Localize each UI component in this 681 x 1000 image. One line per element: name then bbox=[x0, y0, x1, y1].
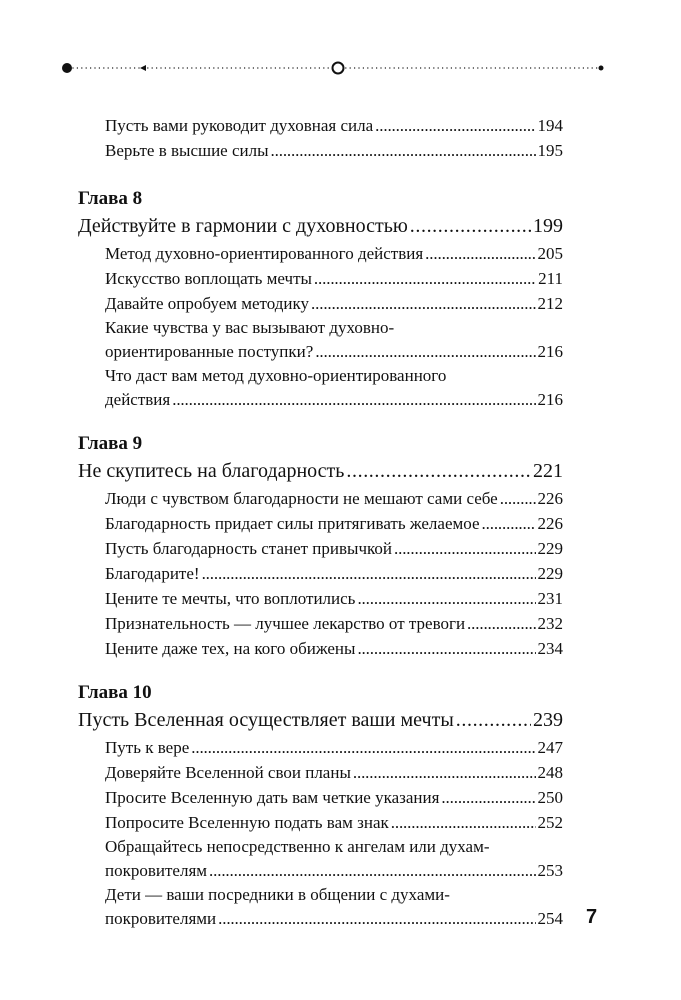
entry-page: 195 bbox=[537, 141, 563, 160]
entry-page: 253 bbox=[537, 861, 563, 880]
chapter-page: 221 bbox=[533, 460, 563, 482]
entry-page: 216 bbox=[537, 342, 563, 361]
toc-entry-multiline bbox=[78, 883, 563, 931]
entry-title-line2 bbox=[105, 907, 563, 931]
toc-entry bbox=[78, 735, 563, 760]
entry-title: покровителям bbox=[105, 861, 208, 880]
entry-page: 229 bbox=[537, 564, 563, 583]
chapter-title-row bbox=[78, 706, 563, 735]
leader-dots bbox=[209, 859, 535, 883]
entry-page: 248 bbox=[537, 763, 563, 782]
toc-entry bbox=[78, 810, 563, 835]
toc-entry bbox=[78, 266, 563, 291]
entry-page: 231 bbox=[537, 589, 563, 608]
entry-page: 252 bbox=[537, 813, 563, 832]
entry-page: 232 bbox=[537, 614, 563, 633]
table-of-contents bbox=[78, 113, 563, 931]
entry-page: 234 bbox=[537, 639, 563, 658]
entry-page: 229 bbox=[537, 539, 563, 558]
toc-entry bbox=[78, 291, 563, 316]
entry-title-line2 bbox=[105, 388, 563, 412]
entry-title-line1: Обращайтесь непосредственно к ангелам или духам- bbox=[105, 837, 490, 856]
leader-dots bbox=[314, 266, 536, 291]
leader-dots bbox=[315, 340, 535, 364]
entry-page: 194 bbox=[537, 116, 563, 135]
center-ring-icon bbox=[333, 63, 344, 74]
entry-title: Пусть благодарность станет привычкой bbox=[105, 539, 392, 558]
toc-entry bbox=[78, 636, 563, 661]
entry-title-line1: Какие чувства у вас вызывают духовно- bbox=[105, 318, 395, 337]
right-dot-icon bbox=[599, 66, 604, 71]
toc-entry bbox=[78, 561, 563, 586]
entry-title: Благодарность придает силы притягивать желаемое bbox=[105, 514, 480, 533]
entry-title: Путь к вере bbox=[105, 738, 190, 757]
leader-dots bbox=[357, 586, 535, 611]
entry-page: 216 bbox=[537, 390, 563, 409]
entry-title: покровителями bbox=[105, 909, 217, 928]
toc-entry bbox=[78, 138, 563, 163]
entry-title: Просите Вселенную дать вам четкие указания bbox=[105, 788, 440, 807]
entry-page: 226 bbox=[537, 489, 563, 508]
chapter-title: Действуйте в гармонии с духовностью bbox=[78, 215, 408, 237]
leader-dots bbox=[482, 511, 536, 536]
entry-page: 226 bbox=[537, 514, 563, 533]
entry-title: Пусть вами руководит духовная сила bbox=[105, 116, 374, 135]
entry-page: 212 bbox=[537, 294, 563, 313]
toc-entry bbox=[78, 241, 563, 266]
entry-title: Искусство воплощать мечты bbox=[105, 269, 312, 288]
leader-dots bbox=[311, 291, 535, 316]
toc-entry bbox=[78, 536, 563, 561]
entry-title: Верьте в высшие силы bbox=[105, 141, 269, 160]
toc-entry bbox=[78, 486, 563, 511]
entry-title: ориентированные поступки? bbox=[105, 342, 314, 361]
chapter-title-row bbox=[78, 212, 563, 241]
entry-page: 211 bbox=[538, 269, 563, 288]
leader-dots bbox=[353, 760, 536, 785]
toc-entry-multiline bbox=[78, 835, 563, 883]
chapter-page: 239 bbox=[533, 709, 563, 731]
leader-dots bbox=[172, 388, 535, 412]
leader-dots bbox=[271, 138, 536, 163]
chapter-title: Не скупитесь на благодарность bbox=[78, 460, 345, 482]
entry-title: Признательность — лучшее лекарство от тревоги bbox=[105, 614, 466, 633]
chapter-label: Глава 10 bbox=[78, 682, 152, 703]
leader-dots bbox=[456, 706, 531, 735]
leader-dots bbox=[410, 212, 531, 241]
leader-dots bbox=[357, 636, 535, 661]
toc-entry-multiline bbox=[78, 316, 563, 364]
entry-title-line2 bbox=[105, 859, 563, 883]
toc-entry bbox=[78, 113, 563, 138]
leader-dots bbox=[191, 735, 535, 760]
entry-title-line2 bbox=[105, 340, 563, 364]
entry-title: Доверяйте Вселенной свои планы bbox=[105, 763, 351, 782]
entry-page: 247 bbox=[537, 738, 563, 757]
leader-dots bbox=[441, 785, 535, 810]
chapter-title-row bbox=[78, 457, 563, 486]
leader-dots bbox=[391, 810, 536, 835]
leader-dots bbox=[467, 611, 535, 636]
chapter-page: 199 bbox=[533, 215, 563, 237]
leader-dots bbox=[500, 486, 536, 511]
leader-dots bbox=[346, 457, 531, 486]
entry-title: Давайте опробуем методику bbox=[105, 294, 310, 313]
entry-title: Метод духовно-ориентированного действия bbox=[105, 244, 424, 263]
leader-dots bbox=[375, 113, 535, 138]
toc-entry bbox=[78, 611, 563, 636]
chapter-label: Глава 8 bbox=[78, 188, 143, 209]
leader-dots bbox=[394, 536, 536, 561]
entry-page: 205 bbox=[537, 244, 563, 263]
chapter-title: Пусть Вселенная осуществляет ваши мечты bbox=[78, 709, 454, 731]
toc-entry bbox=[78, 785, 563, 810]
entry-title: Люди с чувством благодарности не мешают сами себе bbox=[105, 489, 498, 508]
entry-title-line1: Дети — ваши посредники в общении с духами- bbox=[105, 885, 450, 904]
entry-title: Благодарите! bbox=[105, 564, 200, 583]
entry-title-line1: Что даст вам метод духовно-ориентированного bbox=[105, 366, 447, 385]
leader-dots bbox=[202, 561, 536, 586]
toc-entry bbox=[78, 586, 563, 611]
entry-page: 250 bbox=[537, 788, 563, 807]
left-dot-icon bbox=[62, 63, 72, 73]
entry-title: Попросите Вселенную подать вам знак bbox=[105, 813, 389, 832]
leader-dots bbox=[218, 907, 535, 931]
entry-title: действия bbox=[105, 390, 171, 409]
page-number: 7 bbox=[586, 906, 598, 928]
header-ornament bbox=[0, 0, 681, 80]
entry-page: 254 bbox=[537, 909, 563, 928]
chapter-label: Глава 9 bbox=[78, 433, 143, 454]
toc-entry bbox=[78, 511, 563, 536]
toc-entry bbox=[78, 760, 563, 785]
entry-title: Цените даже тех, на кого обижены bbox=[105, 639, 356, 658]
entry-title: Цените те мечты, что воплотились bbox=[105, 589, 356, 608]
leader-dots bbox=[425, 241, 535, 266]
arrow-left-icon bbox=[140, 65, 146, 71]
toc-entry-multiline bbox=[78, 364, 563, 412]
